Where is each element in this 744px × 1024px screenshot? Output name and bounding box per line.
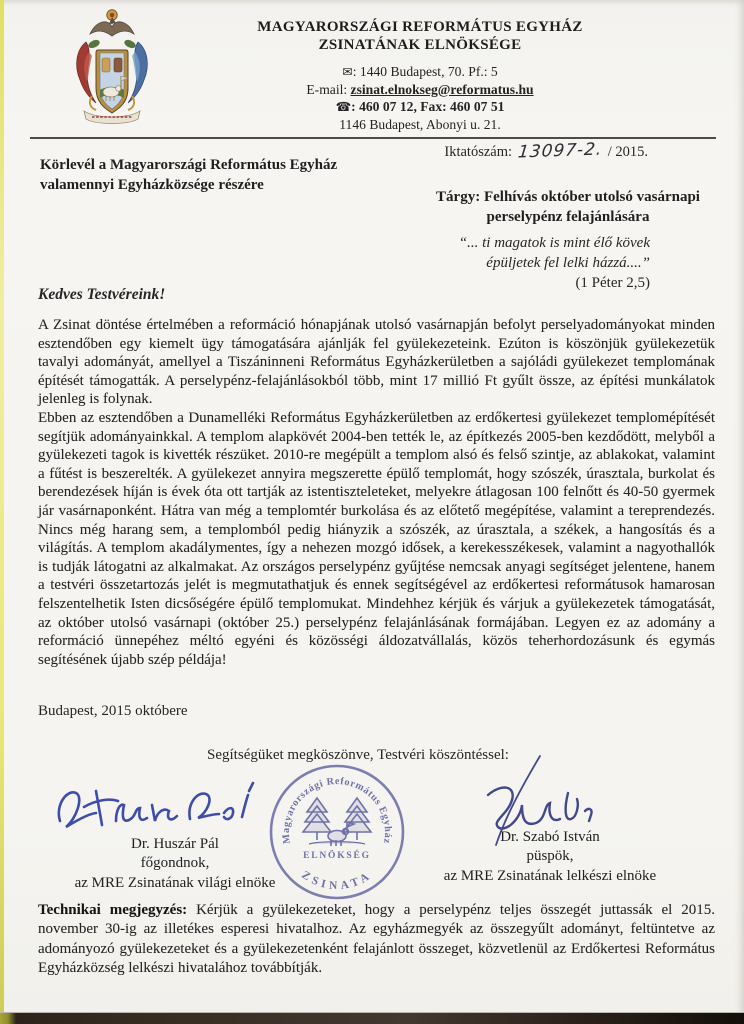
letterhead-divider: [30, 137, 716, 139]
pobox-text: : 1440 Budapest, 70. Pf.: 5: [352, 64, 498, 79]
signatory-left-name: Dr. Huszár Pál: [131, 836, 219, 852]
phone-icon: ☎: [335, 99, 352, 114]
phone-text: : 460 07 12, Fax: 460 07 51: [351, 99, 505, 114]
signatory-right-title: püspök,: [526, 848, 574, 865]
technical-note-text: Kérjük a gyülekezeteket, hogy a perselypénz teljes összegét juttassák el 2015. november 30-ig az illetékes esperesi hivatalhoz. Az egyházmegyék az összegyűlt adományt, feltüntetve az adományozó gyülekezeteket és a gyülekezetenként felajánlott összeget, közvetlenül az Erdőkertesi Református Egyházközség lelkészi hivatalához továbbítják.: [38, 902, 715, 976]
phone-line: [150, 98, 690, 116]
scripture-quote: [0, 233, 650, 293]
dateline: Budapest, 2015 októbere: [38, 703, 188, 719]
signatory-left-title: főgondnok,: [140, 855, 210, 872]
signatory-left-role: az MRE Zsinatának világi elnöke: [74, 874, 276, 891]
scan-edge-left-strip: [0, 0, 4, 1013]
organization-name-line2: ZSINATÁNAK ELNÖKSÉGE: [318, 37, 522, 53]
signature-huszar-pal-icon: [52, 779, 267, 841]
signatory-right-role: az MRE Zsinatának lelkészi elnöke: [443, 867, 657, 884]
street-address: 1146 Budapest, Abonyi u. 21.: [339, 116, 501, 132]
quote-citation: (1 Péter 2,5): [575, 275, 650, 291]
email-line: [150, 81, 690, 99]
church-coat-of-arms-icon: [70, 6, 154, 128]
recipient-line1: Körlevél a Magyarországi Református Egyház: [40, 157, 338, 173]
email-label: E-mail:: [306, 81, 351, 97]
reference-label: Iktatószám:: [444, 144, 513, 160]
subject-line1: Tárgy: Felhívás október utolsó vasárnapi: [436, 189, 700, 205]
reference-number-handwritten: 13097-2.: [516, 139, 604, 163]
reference-year: / 2015.: [607, 144, 648, 160]
salutation: Kedves Testvéreink!: [38, 286, 166, 303]
quote-line1: “... ti magatok is mint élő kövek: [458, 235, 650, 251]
email-address: zsinat.elnokseg@reformatus.hu: [350, 81, 534, 97]
body-paragraph-2: Ebben az esztendőben a Dunamelléki Református Egyházkerületben az erdőkertesi gyülekezet templomépítését segítjük adományainkkal. A templom alapkövét 2004-ben tették le, az építkezés 2005-ben kezdődött, melyből a gyülekezeti tagok is kivették részüket. 2010-re megépült a templom alsó és felső szintje, az ablakokat, valamint a fűtést is beszerelték. A gyülekezet annyira megszerette épülő templomát, hogy szószék, úrasztala, burkolat és berendezések híján is évek óta ott tartják az istentiszteleteket, melyekre átlagosan 100 felnőtt és 40-50 gyermek jár vasárnaponként. Hátra van még a templomtér burkolása és az előtető megépítése, valamint a tereprendezés. Nincs még harang sem, a templomból pedig hiányzik a szószék, az úrasztala, a székek, a hangosítás és a világítás. A templom akadálymentes, így a nehezen mozgó idősek, a kerekesszékesek, valamint a nagyothallók is tudják látogatni az alkalmakat. Az országos perselypénz gyűjtése nemcsak anyagi segítséget jelentene, hanem a testvéri összetartozás jelét is megmutathatjuk és ennek segítségével az erdőkertesi reformátusok hamarosan felszentelhetik Isten dicsőségére épülő templomukat. Mindehhez kérjük és várjuk a gyülekezetek támogatását, az október utolsó vasárnapi (október 25.) perselypénz felajánlásának formájában. Legyen ez az adomány a reformáció ünnepéhez méltó egyéni és közösségi áldozatvállalás, közös teherhordozásunk és egymás segítésének újabb szép példája!: [38, 409, 715, 668]
quote-line2: épüljetek fel lelki házzá....”: [486, 255, 650, 271]
closing-line: Segítségüket megköszönve, Testvéri köszöntéssel:: [207, 747, 509, 763]
stamp-ring-bottom-text: ZSINATA: [299, 869, 375, 893]
stamp-center-label: ELNÖKSÉG: [303, 851, 371, 861]
stamp-ring-top-text: Magyarországi Református Egyház: [280, 776, 394, 845]
pobox-line: [150, 63, 690, 81]
technical-note-label: Technikai megjegyzés:: [38, 902, 188, 918]
recipient-block: [40, 156, 337, 195]
body-paragraph-1: A Zsinat döntése értelmében a reformáció hónapjának utolsó vasárnapján befolyt perselyadományokat minden esztendőben egy kiemelt ügy támogatására ajánlják fel gyülekezeteink. Ezúton is köszönjük gyülekezetük tavalyi adományát, amellyel a Tiszáninneni Református Egyházkerületben a sajóládi gyülekezet templomának építését támogatták. A perselypénz-felajánlásokból több, mint 17 millió Ft gyűlt össze, az építési munkálatok jelenleg is folynak.: [38, 317, 715, 408]
signatory-right-name: Dr. Szabó István: [500, 829, 600, 845]
letterhead: [150, 18, 690, 133]
letter-body: [38, 316, 715, 669]
subject-line2: perselypénz felajánlására: [486, 208, 650, 225]
scan-edge-bottom-strip: [0, 1013, 744, 1024]
signatory-right-block: [415, 828, 685, 886]
signatory-left-block: [35, 835, 315, 893]
technical-note: [38, 901, 715, 978]
subject-block: [420, 188, 716, 227]
organization-name-line1: MAGYARORSZÁGI REFORMÁTUS EGYHÁZ: [257, 19, 583, 35]
recipient-line2: valamennyi Egyházközsége részére: [40, 176, 264, 193]
mail-icon: ✉: [342, 64, 353, 79]
